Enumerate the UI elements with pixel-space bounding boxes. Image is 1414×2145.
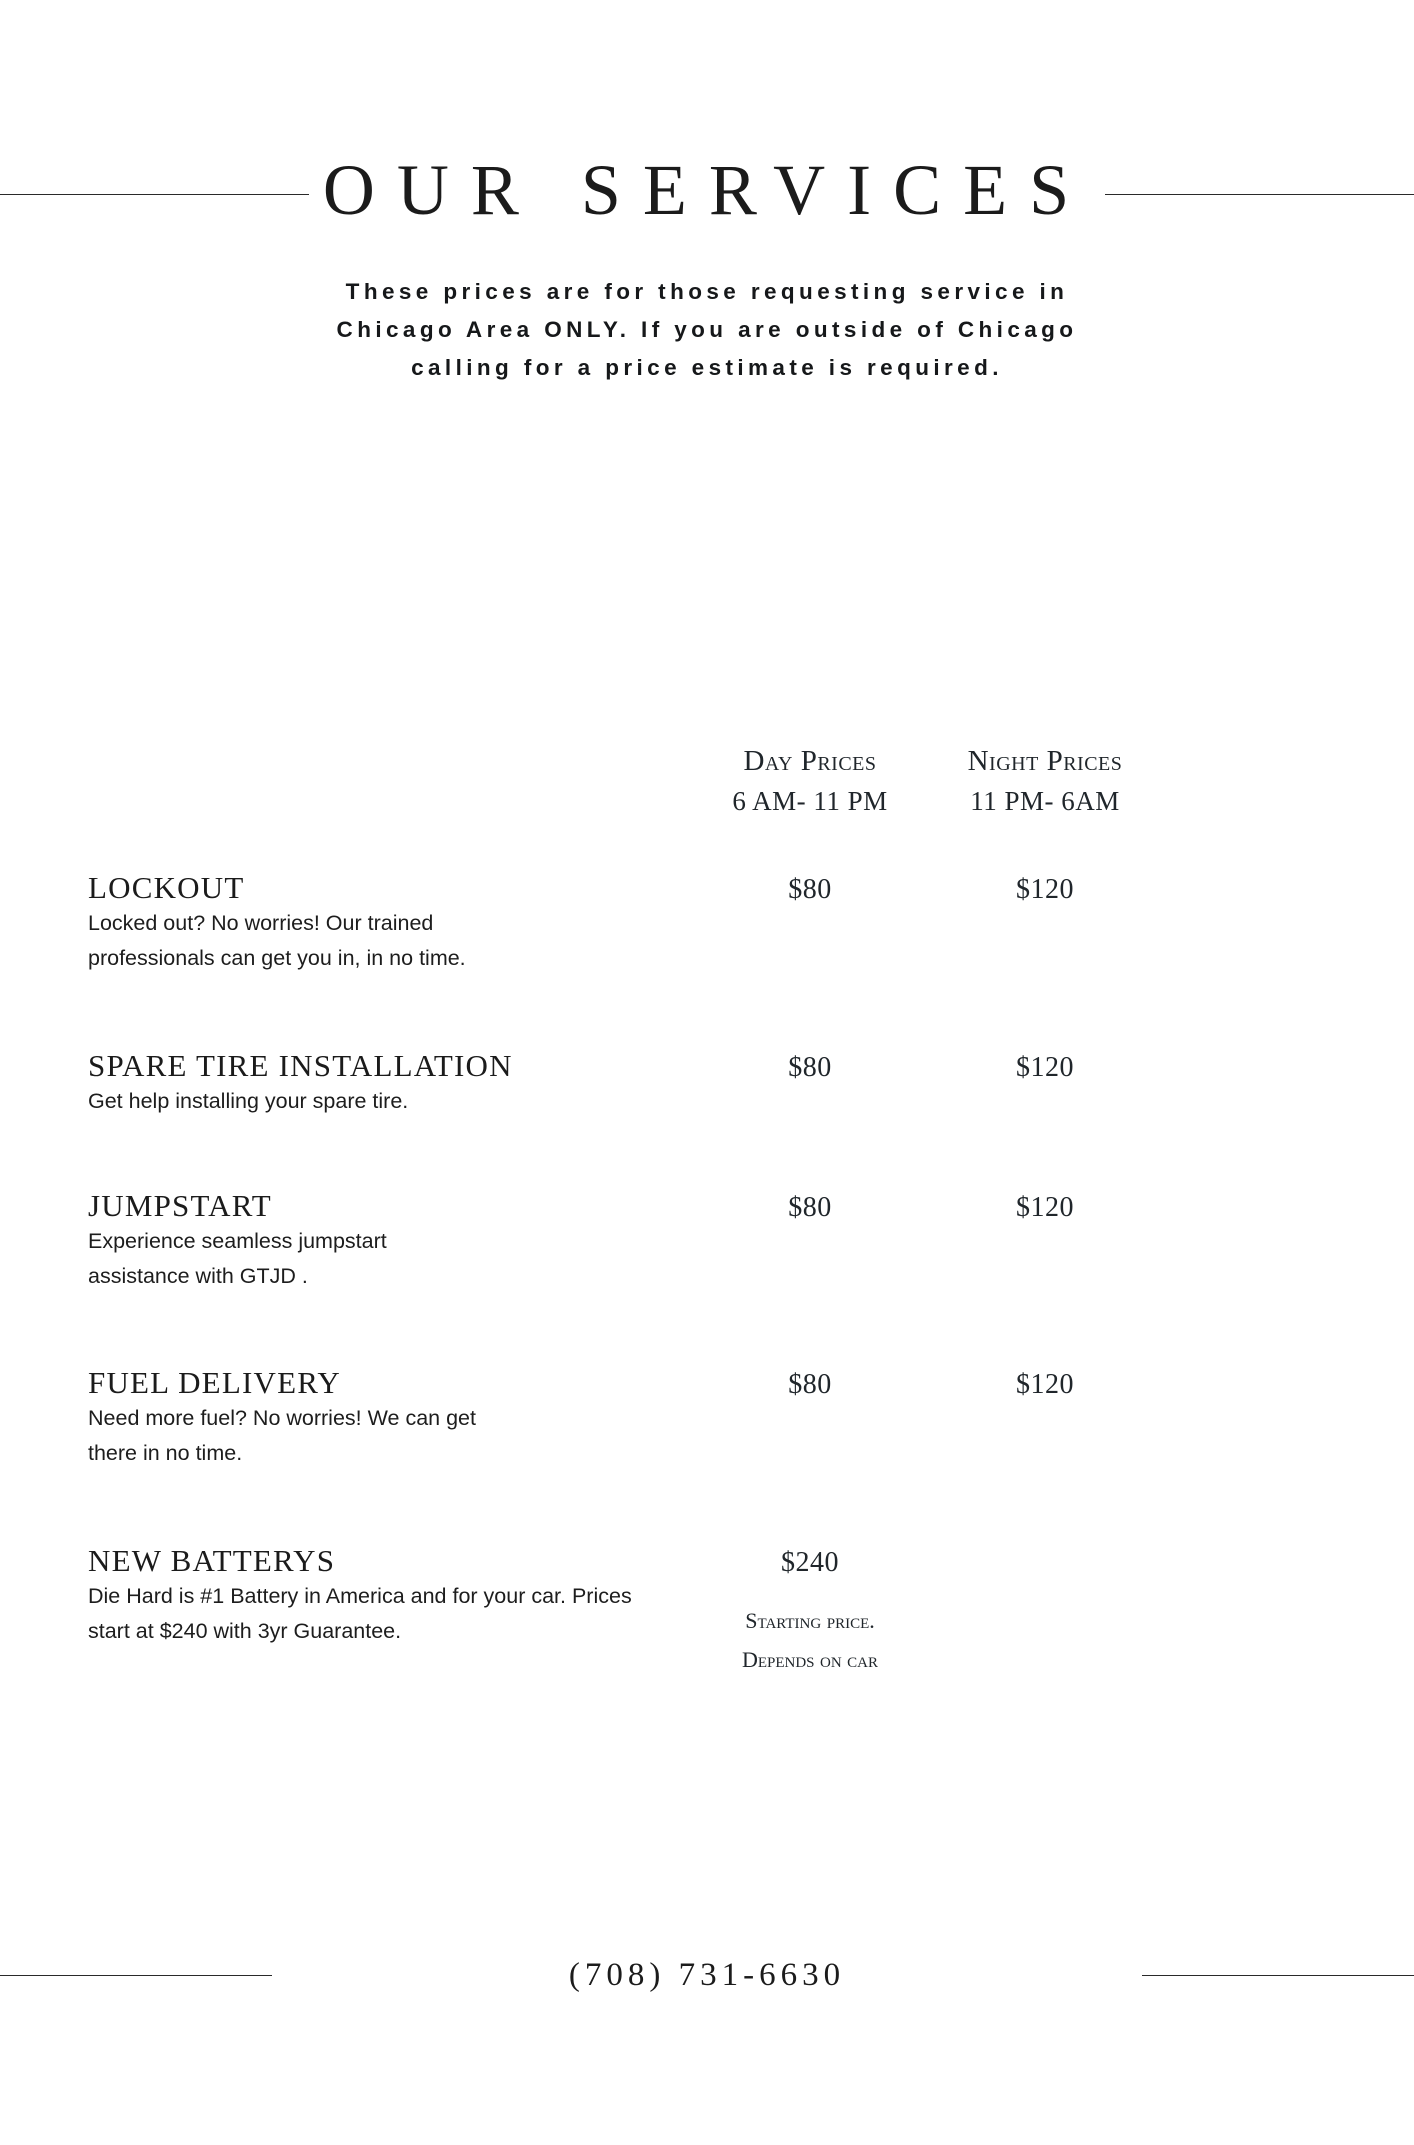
column-header-night-hours: 11 PM- 6AM xyxy=(970,786,1120,816)
column-header-day-title: Day Prices xyxy=(743,745,877,777)
service-day-price: $80 xyxy=(788,1052,832,1083)
service-price-note-line1: Starting price. xyxy=(745,1608,875,1633)
column-header-day xyxy=(700,745,920,817)
header-rule-right xyxy=(1105,194,1414,195)
service-night-price: $120 xyxy=(1016,1192,1074,1223)
column-header-night xyxy=(930,745,1160,817)
subtitle-text: These prices are for those requesting service in Chicago Area ONLY. If you are outside of Chicago calling for a price estimate is required. xyxy=(336,279,1078,380)
service-night-price: $120 xyxy=(1016,874,1074,905)
service-name: SPARE TIRE INSTALLATION xyxy=(88,1048,513,1083)
column-header-night-title: Night Prices xyxy=(967,745,1123,777)
page-title: OUR SERVICES xyxy=(322,150,1092,230)
service-day-price: $240 xyxy=(781,1547,839,1578)
service-price-note-line2: Depends on car xyxy=(741,1647,879,1672)
header-rule-left xyxy=(0,194,309,195)
service-description: Die Hard is #1 Battery in America and for your car. Prices start at $240 with 3yr Guarantee. xyxy=(88,1584,632,1643)
service-description: Experience seamless jumpstart assistance with GTJD . xyxy=(88,1229,387,1288)
footer-rule-left xyxy=(0,1975,272,1976)
service-description: Need more fuel? No worries! We can get there in no time. xyxy=(88,1406,476,1465)
page-header xyxy=(0,145,1414,235)
service-description: Locked out? No worries! Our trained professionals can get you in, in no time. xyxy=(88,911,466,970)
service-name: LOCKOUT xyxy=(88,870,245,905)
service-day-price: $80 xyxy=(788,1192,832,1223)
column-header-day-hours: 6 AM- 11 PM xyxy=(732,786,888,816)
service-name: FUEL DELIVERY xyxy=(88,1365,341,1400)
service-name: JUMPSTART xyxy=(88,1188,272,1223)
service-day-price: $80 xyxy=(788,1369,832,1400)
service-night-price: $120 xyxy=(1016,1052,1074,1083)
footer-rule-right xyxy=(1142,1975,1414,1976)
service-day-price: $80 xyxy=(788,874,832,905)
service-night-price: $120 xyxy=(1016,1369,1074,1400)
service-description: Get help installing your spare tire. xyxy=(88,1089,409,1113)
contact-phone-number: (708) 731-6630 xyxy=(568,1956,846,1993)
page-footer xyxy=(0,1945,1414,2005)
service-name: NEW BATTERYS xyxy=(88,1543,336,1578)
